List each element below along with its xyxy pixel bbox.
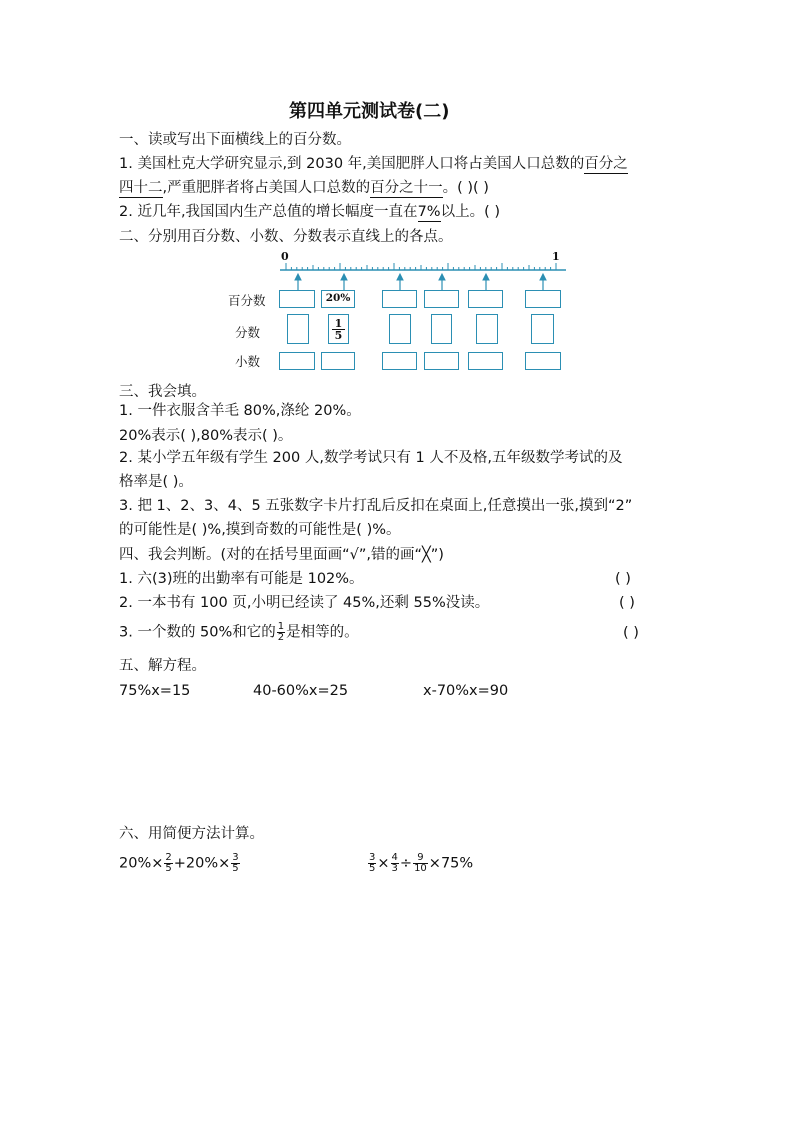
calc2-end: ×75% (428, 855, 474, 872)
equation-2: 40-60%x=25 (253, 683, 349, 699)
decimal-box-3[interactable] (382, 352, 417, 370)
percent-box-4[interactable] (424, 290, 459, 308)
point-arrow (295, 274, 301, 290)
point-arrow (439, 274, 445, 290)
fraction-box-1[interactable] (287, 314, 309, 344)
s4-q3-answer: ( ) (623, 625, 639, 641)
equation-3: x-70%x=90 (423, 683, 509, 699)
s4-q2-answer: ( ) (619, 595, 635, 611)
calc2-f2-num: 4 (391, 852, 398, 863)
s4-q3 (119, 622, 359, 643)
percent-box-5[interactable] (468, 290, 503, 308)
calc-expression-1 (119, 853, 241, 874)
calc1-part-b: +20%× (173, 855, 231, 872)
s3-q2-line2: 格率是( )。 (119, 474, 193, 490)
s1-q2-prefix: 2. 近几年,我国国内生产总值的增长幅度一直在 (119, 204, 418, 220)
ruler-label-start: 0 (281, 250, 289, 263)
page-title: 第四单元测试卷(二) (289, 101, 450, 122)
s1-q1-underline-2: 百分之十一 (370, 180, 443, 196)
calc2-f1-num: 3 (369, 852, 376, 863)
s1-q2-answer-blank: 以上。( ) (440, 204, 501, 220)
s4-q1: 1. 六(3)班的出勤率有可能是 102%。 (119, 571, 364, 587)
section-4-heading: 四、我会判断。(对的在括号里面画“√”,错的画“╳”) (119, 547, 444, 563)
number-line-svg (270, 248, 580, 294)
calc1-f1-den: 5 (165, 863, 172, 874)
point-arrow (341, 274, 347, 290)
calc2-fraction-2 (391, 853, 399, 874)
section-1-heading: 一、读或写出下面横线上的百分数。 (119, 132, 351, 148)
calc2-f2-den: 3 (391, 863, 398, 874)
s1-q2-underline: 7% (417, 204, 441, 220)
row-label-fraction: 分数 (235, 325, 261, 340)
s4-q2: 2. 一本书有 100 页,小明已经读了 45%,还剩 55%没读。 (119, 595, 490, 611)
fraction-box-2-given (328, 314, 349, 344)
section-3-heading: 三、我会填。 (119, 384, 206, 400)
row-label-percent: 百分数 (228, 293, 266, 308)
calc2-fraction-1 (368, 853, 376, 874)
calc1-f2-num: 3 (232, 852, 239, 863)
percent-box-2-given: 20% (321, 290, 355, 308)
decimal-box-4[interactable] (424, 352, 459, 370)
calc-expression-2 (367, 853, 473, 874)
row-label-decimal: 小数 (235, 354, 261, 369)
equation-1: 75%x=15 (119, 683, 191, 699)
s3-q3-line2: 的可能性是( )%,摸到奇数的可能性是( )%。 (119, 522, 401, 538)
s3-q3-line1: 3. 把 1、2、3、4、5 五张数字卡片打乱后反扣在桌面上,任意摸出一张,摸到“2” (119, 498, 633, 514)
fraction-box-4[interactable] (431, 314, 452, 344)
calc2-f3-den: 10 (414, 863, 427, 874)
point-arrow (540, 274, 546, 290)
section-2-heading: 二、分别用百分数、小数、分数表示直线上的各点。 (119, 229, 453, 245)
section-6-heading: 六、用简便方法计算。 (119, 826, 264, 842)
calc2-fraction-3 (413, 853, 428, 874)
calc2-op-2: ÷ (399, 855, 413, 872)
calc1-f2-den: 5 (232, 863, 239, 874)
s3-q1: 1. 一件衣服含羊毛 80%,涤纶 20%。 (119, 403, 361, 419)
section-5-heading: 五、解方程。 (119, 658, 206, 674)
s1-q1-underline-1a: 百分之 (584, 156, 628, 172)
fraction-box-3[interactable] (389, 314, 411, 344)
calc1-f1-num: 2 (165, 852, 172, 863)
s1-q1-underline-1b: 四十二 (119, 180, 163, 196)
calc2-f1-den: 5 (369, 863, 376, 874)
percent-box-6[interactable] (525, 290, 561, 308)
s4-q3-post: 是相等的。 (286, 624, 359, 641)
fraction-box-5[interactable] (476, 314, 498, 344)
s4-q3-denominator: 2 (277, 632, 285, 643)
given-fraction (329, 318, 348, 341)
calc1-fraction-1 (164, 853, 172, 874)
percent-box-3[interactable] (382, 290, 417, 308)
percent-box-1[interactable] (279, 290, 315, 308)
number-line-figure (228, 248, 580, 378)
s4-q3-fraction (277, 622, 285, 643)
s3-q2-line1: 2. 某小学五年级有学生 200 人,数学考试只有 1 人不及格,五年级数学考试的及 (119, 450, 623, 466)
given-fraction-denominator: 5 (334, 329, 343, 342)
s3-q1-blanks: 20%表示( ),80%表示( )。 (119, 428, 293, 444)
decimal-box-6[interactable] (525, 352, 561, 370)
calc2-f3-num: 9 (413, 853, 428, 864)
calc1-fraction-2 (231, 853, 239, 874)
point-arrow (483, 274, 489, 290)
decimal-box-1[interactable] (279, 352, 315, 370)
s4-q3-numerator: 1 (277, 621, 285, 632)
ruler-label-end: 1 (552, 250, 560, 263)
s1-q1-mid: ,严重肥胖者将占美国人口总数的 (162, 180, 371, 196)
given-fraction-numerator: 1 (332, 318, 345, 330)
fraction-box-6[interactable] (531, 314, 554, 344)
point-arrow (397, 274, 403, 290)
decimal-box-5[interactable] (468, 352, 503, 370)
decimal-box-2[interactable] (321, 352, 355, 370)
s4-q1-answer: ( ) (615, 571, 631, 587)
s1-q1-prefix: 1. 美国杜克大学研究显示,到 2030 年,美国肥胖人口将占美国人口总数的 (119, 156, 585, 172)
s1-q1-line1 (119, 155, 628, 173)
s4-q3-pre: 3. 一个数的 50%和它的 (119, 624, 276, 641)
calc1-part-a: 20%× (119, 855, 164, 872)
s1-q1-line2 (119, 179, 489, 197)
s1-q2 (119, 203, 500, 221)
calc2-op-1: × (377, 855, 390, 872)
s1-q1-answer-blanks: 。( )( ) (442, 180, 489, 196)
